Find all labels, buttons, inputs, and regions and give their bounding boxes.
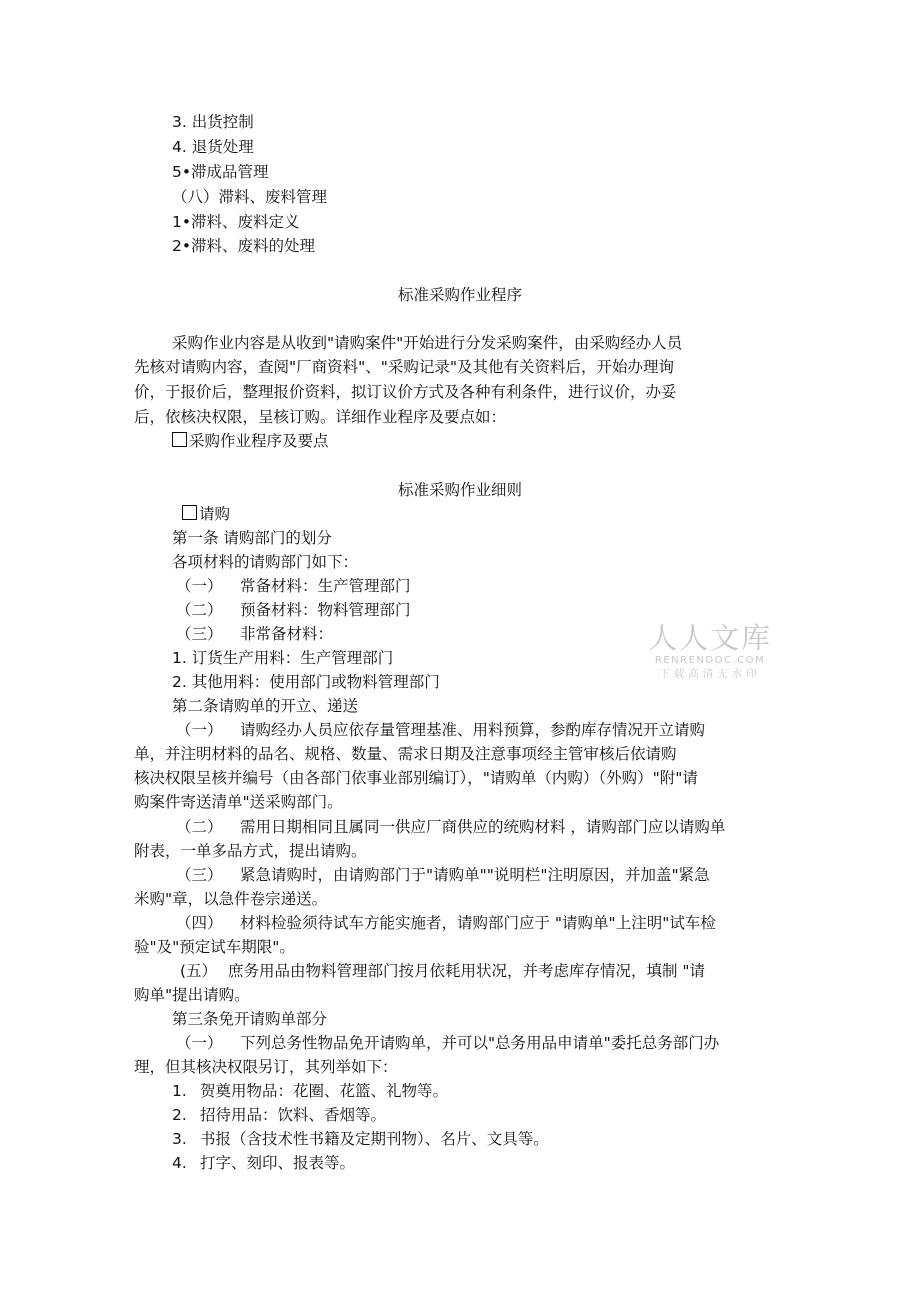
toc-sub-1: 1•滞料、废料定义 (172, 213, 300, 231)
para-line: 附表，一单多品方式，提出请购。 (134, 842, 367, 860)
para-line: 紧急请购时，由请购部门于"请购单""说明栏"注明原因，并加盖"紧急 (240, 866, 710, 884)
toc-item-5: 5•滞成品管理 (172, 163, 269, 181)
article-2-para (176, 865, 710, 885)
list-item (172, 1153, 355, 1173)
toc-item-4: 4. 退货处理 (172, 138, 254, 156)
program-para-line: 采购作业内容是从收到"请购案件"开始进行分发采购案件，由采购经办人员 (172, 334, 683, 352)
para-line: 单，并注明材料的品名、规格、数量、需求日期及注意事项经主管审核后依请购 (134, 745, 677, 763)
article-1-item (176, 576, 411, 596)
item-number: （四） (176, 914, 223, 932)
article-2-para (176, 720, 705, 740)
program-para-line: 先核对请购内容，查阅"厂商资料"、"采购记录"及其他有关资料后，开始办理询 (134, 358, 675, 376)
list-text: 书报（含技术性书籍及定期刊物）、名片、文具等。 (200, 1130, 549, 1148)
article-3-title: 第三条免开请购单部分 (172, 1010, 328, 1028)
program-title: 标准采购作业程序 (397, 286, 522, 304)
item-number: （一） (176, 1034, 223, 1052)
article-1-subitem: 1. 订货生产用料：生产管理部门 (172, 649, 394, 667)
list-number: 2. (172, 1106, 187, 1124)
item-number: （二） (176, 818, 223, 836)
item-number: （二） (176, 601, 223, 619)
toc-section-8: （八）滞料、废料管理 (172, 188, 328, 206)
toc-sub-2: 2•滞料、废料的处理 (172, 237, 316, 255)
list-number: 4. (172, 1154, 187, 1172)
article-2-para (176, 817, 725, 837)
item-text: 非常备材料： (240, 625, 334, 643)
watermark-tagline: 下载高清无水印 (659, 668, 761, 680)
item-text: 预备材料：物料管理部门 (240, 601, 411, 619)
list-text: 打字、刻印、报表等。 (200, 1154, 356, 1172)
article-2-para (180, 961, 705, 981)
list-item (172, 1105, 386, 1125)
para-line: 理，但其核决权限另订，其列举如下： (134, 1058, 398, 1076)
program-para-line: 后，依核决权限，呈核订购。详细作业程序及要点如： (134, 408, 507, 426)
watermark (644, 622, 776, 681)
rules-section-line (182, 504, 230, 524)
program-checkbox-line (172, 431, 329, 451)
para-line: 庶务用品由物料管理部门按月依耗用状况，并考虑库存情况，填制 "请 (228, 962, 706, 980)
article-2-title: 第二条请购单的开立、递送 (172, 697, 359, 715)
list-number: 3. (172, 1130, 187, 1148)
article-1-item (176, 624, 333, 644)
checkbox-icon (182, 505, 197, 520)
program-checkbox-label: 采购作业程序及要点 (189, 432, 329, 450)
article-3-para (176, 1033, 719, 1053)
rules-section-label: 请购 (199, 505, 231, 523)
rules-title: 标准采购作业细则 (397, 481, 522, 499)
para-line: 购单"提出请购。 (134, 986, 250, 1004)
item-number: （一） (176, 721, 223, 739)
checkbox-icon (172, 432, 187, 447)
para-line: 下列总务性物品免开请购单，并可以"总务用品申请单"委托总务部门办 (240, 1034, 720, 1052)
list-item (172, 1081, 448, 1101)
para-line: 需用日期相同且属同一供应厂商供应的统购材料 ，请购部门应以请购单 (240, 818, 726, 836)
item-number: (五） (180, 962, 218, 980)
program-para-line: 价，于报价后，整理报价资料，拟订议价方式及各种有利条件，进行议价，办妥 (134, 383, 677, 401)
article-1-item (176, 600, 411, 620)
watermark-url: RENRENDOC.COM (654, 655, 766, 666)
item-text: 常备材料：生产管理部门 (240, 577, 411, 595)
list-text: 贺奠用物品：花圈、花篮、礼物等。 (200, 1082, 449, 1100)
article-1-intro: 各项材料的请购部门如下： (172, 553, 359, 571)
para-line: 材料检验须待试车方能实施者，请购部门应于 "请购单"上注明"试车检 (240, 914, 716, 932)
article-1-subitem: 2. 其他用料：使用部门或物料管理部门 (172, 673, 440, 691)
article-1-title: 第一条 请购部门的划分 (172, 529, 332, 547)
article-2-para (176, 913, 716, 933)
item-number: （三） (176, 625, 223, 643)
list-text: 招待用品：饮料、香烟等。 (200, 1106, 387, 1124)
list-number: 1. (172, 1082, 187, 1100)
watermark-name: 人人文库 (647, 621, 772, 655)
list-item (172, 1129, 549, 1149)
item-number: （一） (176, 577, 223, 595)
para-line: 请购经办人员应依存量管理基准、用料预算，参酌库存情况开立请购 (240, 721, 706, 739)
para-line: 验"及"预定试车期限"。 (134, 938, 295, 956)
para-line: 米购"章，以急件卷宗递送。 (134, 890, 328, 908)
toc-item-3: 3. 出货控制 (172, 113, 254, 131)
item-number: （三） (176, 866, 223, 884)
para-line: 核决权限呈核并编号（由各部门依事业部别编订），"请购单（内购）（外购）"附"请 (134, 769, 698, 787)
para-line: 购案件寄送清单"送采购部门。 (134, 793, 343, 811)
